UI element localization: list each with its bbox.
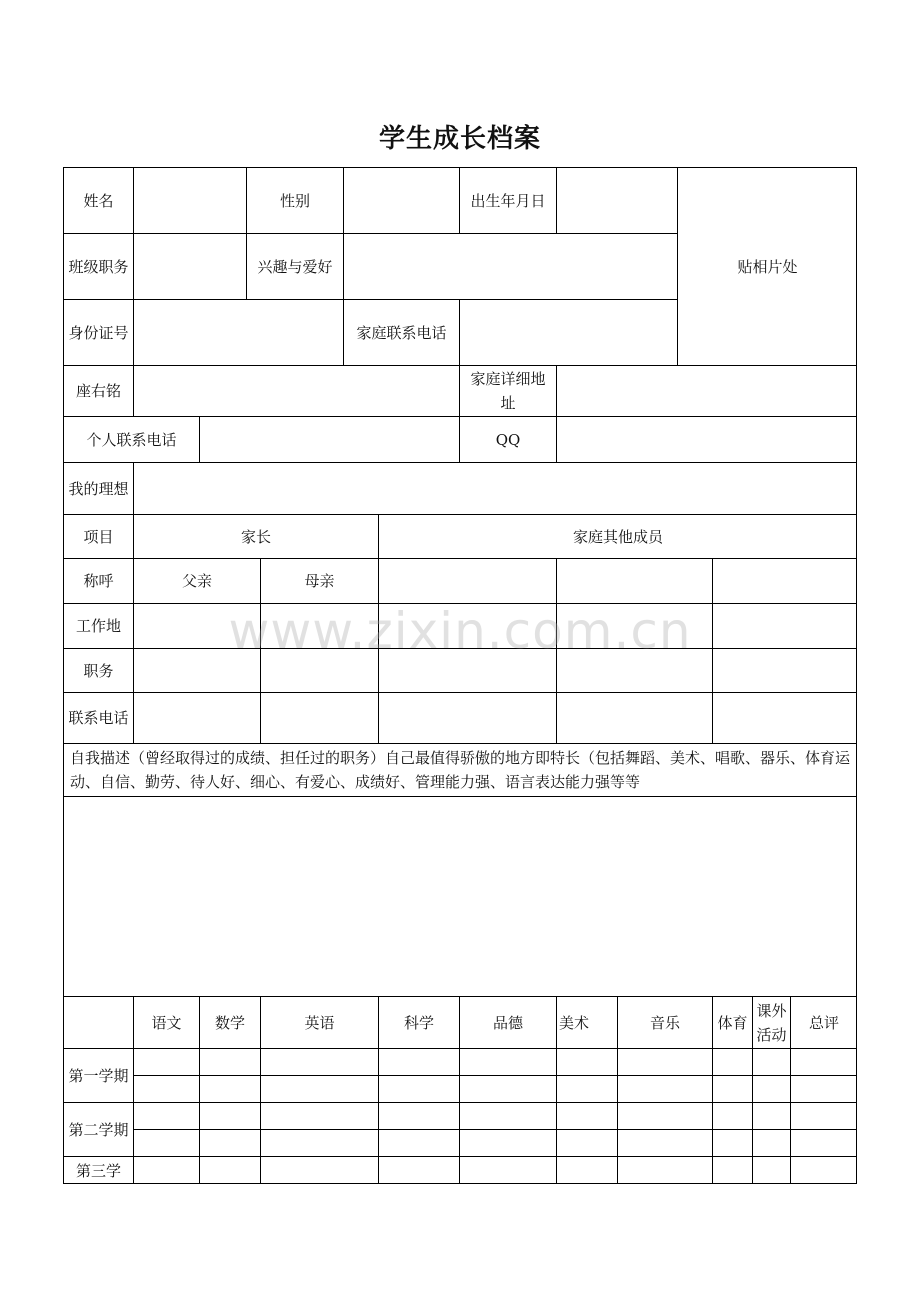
position-label: 职务 [63, 648, 133, 692]
id-card-label: 身份证号 [63, 299, 133, 365]
grade-cell[interactable] [712, 1102, 752, 1129]
grade-cell[interactable] [790, 1129, 857, 1156]
term-label: 第一学期 [63, 1048, 133, 1102]
subject-header: 品德 [459, 996, 556, 1048]
grade-cell[interactable] [712, 1048, 752, 1075]
grade-cell[interactable] [617, 1075, 712, 1102]
subject-header: 体育 [712, 996, 752, 1048]
grade-cell[interactable] [133, 1048, 199, 1075]
grade-cell[interactable] [378, 1129, 459, 1156]
gender-label: 性别 [246, 167, 343, 233]
subject-header: 课外活动 [752, 996, 790, 1048]
workplace-field[interactable] [556, 603, 712, 648]
term-label: 第三学 [63, 1156, 133, 1184]
member-title-field[interactable] [712, 558, 857, 603]
subject-header: 数学 [199, 996, 260, 1048]
grade-cell[interactable] [556, 1102, 617, 1129]
position-field[interactable] [133, 648, 260, 692]
subject-header: 音乐 [617, 996, 712, 1048]
position-field[interactable] [260, 648, 378, 692]
subject-header: 科学 [378, 996, 459, 1048]
motto-label: 座右铭 [63, 365, 133, 416]
grade-cell[interactable] [752, 1048, 790, 1075]
grade-cell[interactable] [617, 1048, 712, 1075]
term-label: 第二学期 [63, 1102, 133, 1156]
grade-cell[interactable] [459, 1129, 556, 1156]
contact-field[interactable] [556, 692, 712, 743]
position-field[interactable] [712, 648, 857, 692]
position-field[interactable] [378, 648, 556, 692]
grade-cell[interactable] [378, 1102, 459, 1129]
grade-cell[interactable] [260, 1102, 378, 1129]
workplace-field[interactable] [133, 603, 260, 648]
grade-cell[interactable] [556, 1048, 617, 1075]
grade-cell[interactable] [260, 1156, 378, 1184]
grade-cell[interactable] [556, 1156, 617, 1184]
address-label: 家庭详细地址 [459, 365, 556, 416]
family-other-members-header: 家庭其他成员 [378, 514, 857, 558]
member-title-field[interactable] [556, 558, 712, 603]
contact-field[interactable] [260, 692, 378, 743]
id-card-field[interactable] [133, 299, 343, 365]
grade-cell[interactable] [133, 1156, 199, 1184]
grade-cell[interactable] [617, 1129, 712, 1156]
grade-cell[interactable] [790, 1048, 857, 1075]
watermark: www.zixin.com.cn [228, 602, 692, 660]
home-phone-label: 家庭联系电话 [343, 299, 459, 365]
contact-field[interactable] [133, 692, 260, 743]
name-label: 姓名 [63, 167, 133, 233]
class-duty-field[interactable] [133, 233, 246, 299]
subject-header: 总评 [790, 996, 857, 1048]
personal-phone-label: 个人联系电话 [63, 416, 199, 462]
table-right-border [856, 167, 857, 1184]
qq-label: QQ [459, 416, 556, 462]
grade-cell[interactable] [199, 1075, 260, 1102]
grade-cell[interactable] [260, 1048, 378, 1075]
address-field[interactable] [556, 365, 857, 416]
position-field[interactable] [556, 648, 712, 692]
class-duty-label: 班级职务 [63, 233, 133, 299]
grade-cell[interactable] [459, 1156, 556, 1184]
gender-field[interactable] [343, 167, 459, 233]
hobby-label: 兴趣与爱好 [246, 233, 343, 299]
grade-cell[interactable] [617, 1156, 712, 1184]
family-item-label: 项目 [63, 514, 133, 558]
birth-label: 出生年月日 [459, 167, 556, 233]
grade-cell[interactable] [752, 1156, 790, 1184]
grade-cell[interactable] [459, 1048, 556, 1075]
birth-field[interactable] [556, 167, 677, 233]
grade-cell[interactable] [556, 1129, 617, 1156]
workplace-label: 工作地 [63, 603, 133, 648]
contact-field[interactable] [712, 692, 857, 743]
grade-cell[interactable] [199, 1048, 260, 1075]
grade-cell[interactable] [790, 1102, 857, 1129]
workplace-field[interactable] [712, 603, 857, 648]
grade-cell[interactable] [260, 1129, 378, 1156]
qq-field[interactable] [556, 416, 857, 462]
self-description-field[interactable] [63, 796, 857, 996]
grade-cell[interactable] [199, 1129, 260, 1156]
workplace-field[interactable] [378, 603, 556, 648]
grade-cell[interactable] [459, 1102, 556, 1129]
grade-cell[interactable] [133, 1102, 199, 1129]
ideal-field[interactable] [133, 462, 857, 514]
grade-cell[interactable] [712, 1156, 752, 1184]
name-field[interactable] [133, 167, 246, 233]
home-phone-field[interactable] [459, 299, 677, 365]
grade-cell[interactable] [712, 1075, 752, 1102]
personal-phone-field[interactable] [199, 416, 459, 462]
grade-cell[interactable] [133, 1075, 199, 1102]
grade-cell[interactable] [378, 1156, 459, 1184]
grade-cell[interactable] [617, 1102, 712, 1129]
motto-field[interactable] [133, 365, 459, 416]
grade-cell[interactable] [260, 1075, 378, 1102]
subject-header: 美术 [556, 996, 617, 1048]
grades-corner [63, 996, 133, 1048]
grade-cell[interactable] [459, 1075, 556, 1102]
grade-cell[interactable] [199, 1102, 260, 1129]
contact-label: 联系电话 [63, 692, 133, 743]
self-description-prompt: 自我描述（曾经取得过的成绩、担任过的职务）自己最值得骄傲的地方即特长（包括舞蹈、美术、唱歌、器乐、体育运动、自信、勤劳、待人好、细心、有爱心、成绩好、管理能力强、语言表达能力强等等 [63, 743, 857, 796]
contact-field[interactable] [378, 692, 556, 743]
grade-cell[interactable] [790, 1156, 857, 1184]
mother-label: 母亲 [260, 558, 378, 603]
grade-cell[interactable] [378, 1048, 459, 1075]
family-title-label: 称呼 [63, 558, 133, 603]
grade-cell[interactable] [378, 1075, 459, 1102]
father-label: 父亲 [133, 558, 260, 603]
hobby-field[interactable] [343, 233, 677, 299]
grade-cell[interactable] [752, 1102, 790, 1129]
subject-header: 英语 [260, 996, 378, 1048]
grade-cell[interactable] [752, 1075, 790, 1102]
family-parents-header: 家长 [133, 514, 378, 558]
table-bottom-border [63, 1183, 857, 1184]
grade-cell[interactable] [752, 1129, 790, 1156]
grade-cell[interactable] [790, 1075, 857, 1102]
ideal-label: 我的理想 [63, 462, 133, 514]
member-title-field[interactable] [378, 558, 556, 603]
workplace-field[interactable] [260, 603, 378, 648]
grade-cell[interactable] [712, 1129, 752, 1156]
photo-area[interactable]: 贴相片处 [677, 167, 857, 365]
grade-cell[interactable] [133, 1129, 199, 1156]
document-title: 学生成长档案 [378, 124, 541, 154]
subject-header: 语文 [133, 996, 199, 1048]
grade-cell[interactable] [556, 1075, 617, 1102]
grade-cell[interactable] [199, 1156, 260, 1184]
